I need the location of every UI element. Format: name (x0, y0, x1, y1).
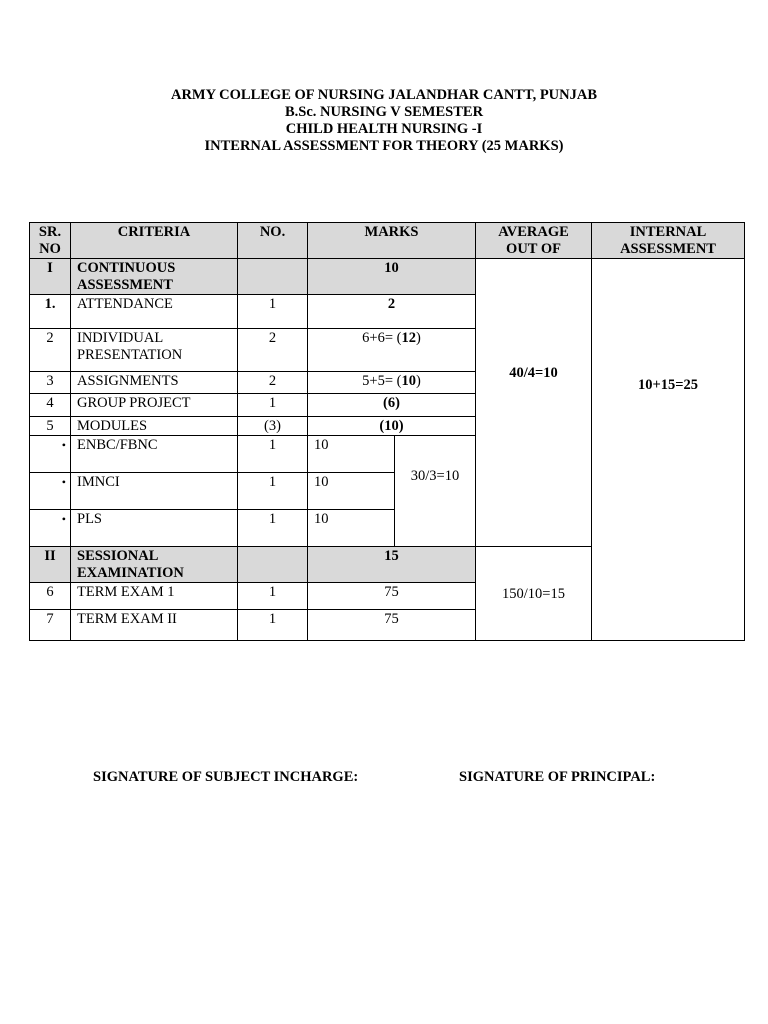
table-row: 7 TERM EXAM II 1 75 (30, 610, 745, 641)
section-criteria: SESSIONAL EXAMINATION (71, 547, 238, 583)
header-sr-no: SR. NO (30, 223, 71, 259)
principal-signature: SIGNATURE OF PRINCIPAL: (459, 769, 656, 785)
module-row: • PLS 1 10 (30, 510, 745, 547)
subject-name: CHILD HEALTH NURSING -I (285, 121, 483, 137)
assessment-table (29, 222, 745, 641)
table-row: 4 GROUP PROJECT 1 (6) (30, 394, 745, 417)
internal-total: 10+15=25 (592, 259, 745, 641)
document-header (0, 87, 768, 155)
table-row: 6 TERM EXAM 1 1 75 (30, 583, 745, 610)
continuous-average: 40/4=10 (476, 259, 592, 547)
section-sr: I (30, 259, 71, 295)
section-continuous-row (30, 259, 745, 295)
table-row: 2 INDIVIDUAL PRESENTATION 2 6+6= (12) (30, 329, 745, 372)
subject-incharge-signature: SIGNATURE OF SUBJECT INCHARGE: (93, 769, 359, 785)
college-name: ARMY COLLEGE OF NURSING JALANDHAR CANTT, PUNJAB (170, 87, 598, 103)
header-criteria: CRITERIA (71, 223, 238, 259)
section-marks: 10 (308, 259, 476, 295)
table-header-row (30, 223, 745, 259)
section-sr: II (30, 547, 71, 583)
header-average: AVERAGE OUT OF (476, 223, 592, 259)
module-row: • IMNCI 1 10 (30, 473, 745, 510)
section-marks: 15 (308, 547, 476, 583)
header-no: NO. (238, 223, 308, 259)
header-internal: INTERNAL ASSESSMENT (592, 223, 745, 259)
header-marks: MARKS (308, 223, 476, 259)
module-row: • ENBC/FBNC 1 10 30/3=10 (30, 436, 745, 473)
table-row: 5 MODULES (3) (10) (30, 417, 745, 436)
table-row: 3 ASSIGNMENTS 2 5+5= (10) (30, 372, 745, 394)
table-row: 1. ATTENDANCE 1 2 (30, 295, 745, 329)
sessional-average: 150/10=15 (476, 547, 592, 641)
section-criteria: CONTINUOUS ASSESSMENT (71, 259, 238, 295)
course-name: B.Sc. NURSING V SEMESTER (284, 104, 484, 120)
modules-average: 30/3=10 (395, 436, 476, 547)
assessment-title: INTERNAL ASSESSMENT FOR THEORY (25 MARKS) (204, 138, 564, 154)
